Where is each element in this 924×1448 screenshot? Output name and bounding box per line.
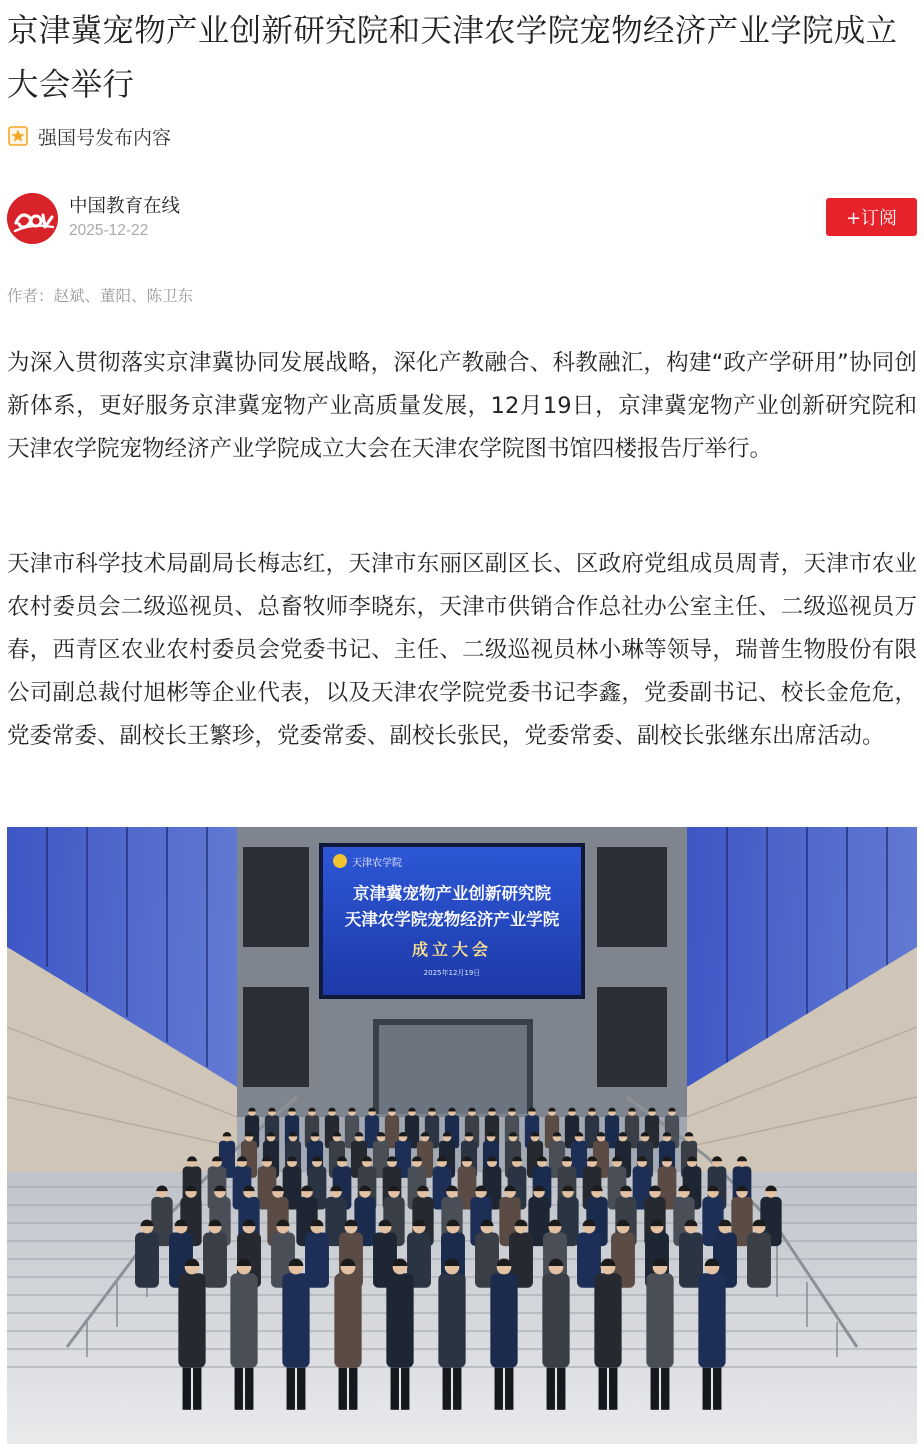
- source-label: 强国号发布内容: [38, 126, 172, 149]
- person-leg: [297, 1368, 305, 1410]
- person-leg: [245, 1368, 253, 1410]
- person-leg: [235, 1368, 243, 1410]
- publisher-logo-icon[interactable]: [7, 193, 58, 244]
- person-body: [386, 1273, 413, 1368]
- screen-line-2: 天津农学院宠物经济产业学院: [344, 910, 560, 929]
- article-byline: 作者：赵斌、董阳、陈卫东: [7, 287, 194, 305]
- article-paragraph-2: 天津市科学技术局副局长梅志红，天津市东丽区副区长、区政府党组成员周青，天津市农业农村委员会二级巡视员、总畜牧师李晓东，天津市供销合作总社办公室主任、二级巡视员万春，西青区农业农村委员会党委书记、主任、二级巡视员林小琳等领导，瑞普生物股份有限公司副总裁付旭彬等企业代表，以及天津农学院党委书记李鑫，党委副书记、校长金危危，党委常委、副校长王繁珍，党委常委、副校长张民，党委常委、副校长张继东出席活动。: [7, 551, 917, 749]
- person-leg: [349, 1368, 357, 1410]
- person-body: [282, 1273, 309, 1368]
- person-leg: [505, 1368, 513, 1410]
- publisher-meta: [69, 194, 180, 242]
- person-leg: [557, 1368, 565, 1410]
- person-leg: [547, 1368, 555, 1410]
- person-leg: [661, 1368, 669, 1410]
- person-body: [490, 1273, 517, 1368]
- person-body: [698, 1273, 725, 1368]
- person-leg: [703, 1368, 711, 1410]
- publisher-name[interactable]: 中国教育在线: [69, 196, 181, 217]
- person-body: [542, 1273, 569, 1368]
- person-leg: [495, 1368, 503, 1410]
- person-body: [135, 1233, 159, 1288]
- person-body: [334, 1273, 361, 1368]
- person-leg: [651, 1368, 659, 1410]
- author-row: [7, 190, 917, 246]
- person-body: [747, 1233, 771, 1288]
- person-leg: [599, 1368, 607, 1410]
- person-body: [203, 1233, 227, 1288]
- publish-date: 2025-12-22: [69, 222, 149, 239]
- article-title: 京津冀宠物产业创新研究院和天津农学院宠物经济产业学院成立大会举行: [7, 13, 898, 103]
- person-leg: [287, 1368, 295, 1410]
- star-badge-icon: [8, 126, 28, 146]
- screen-line-1: 京津冀宠物产业创新研究院: [353, 884, 551, 903]
- person-leg: [391, 1368, 399, 1410]
- person-body: [438, 1273, 465, 1368]
- group-photo: [7, 827, 917, 1444]
- person-body: [646, 1273, 673, 1368]
- article-paragraph-1: 为深入贯彻落实京津冀协同发展战略，深化产教融合、科教融汇，构建“政产学研用”协同创新体系，更好服务京津冀宠物产业高质量发展，12月19日，京津冀宠物产业创新研究院和天津农学院宠物经济产业学院成立大会在天津农学院图书馆四楼报告厅举行。: [7, 350, 917, 462]
- person-leg: [443, 1368, 451, 1410]
- screen-logo-text: 天津农学院: [352, 858, 402, 869]
- person-body: [594, 1273, 621, 1368]
- subscribe-button[interactable]: +订阅: [826, 198, 917, 236]
- person-body: [178, 1273, 205, 1368]
- person-leg: [193, 1368, 201, 1410]
- person-leg: [401, 1368, 409, 1410]
- person-leg: [609, 1368, 617, 1410]
- person-leg: [453, 1368, 461, 1410]
- source-tag: [8, 122, 171, 150]
- screen-line-3: 成立大会: [411, 940, 493, 959]
- person-leg: [183, 1368, 191, 1410]
- screen-date: 2025年12月19日: [423, 969, 481, 977]
- person-body: [230, 1273, 257, 1368]
- person-leg: [713, 1368, 721, 1410]
- person-leg: [339, 1368, 347, 1410]
